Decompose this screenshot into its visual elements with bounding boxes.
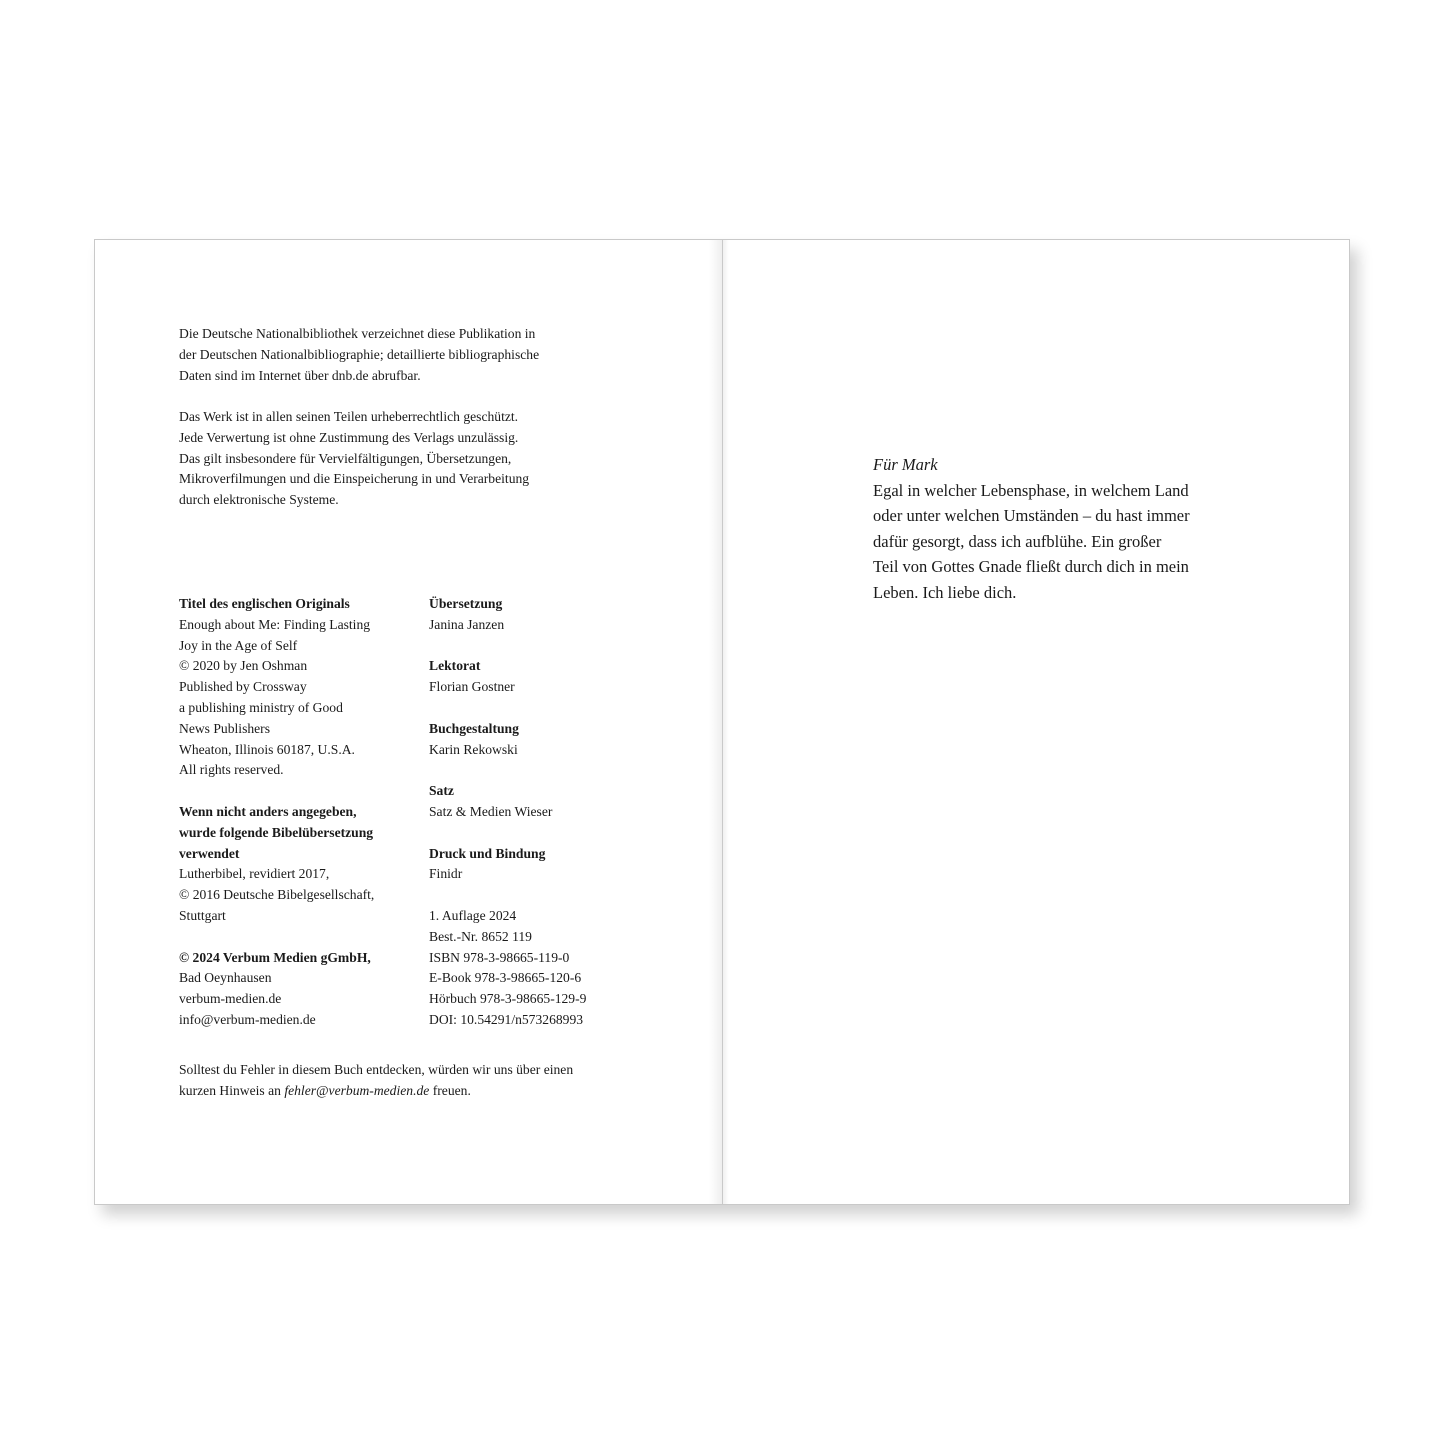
bible-line: Stuttgart bbox=[179, 907, 226, 923]
dnb-notice-line: Die Deutsche Nationalbibliothek verzeichnet diese Publikation in bbox=[179, 326, 536, 341]
publisher-line: Bad Oeynhausen bbox=[179, 970, 272, 986]
errata-prefix: kurzen Hinweis an bbox=[179, 1082, 285, 1098]
original-line: All rights reserved. bbox=[179, 762, 284, 778]
publisher-website: verbum-medien.de bbox=[179, 991, 282, 1007]
dedication bbox=[873, 452, 1190, 605]
left-page-imprint bbox=[94, 239, 723, 1205]
original-line: Joy in the Age of Self bbox=[179, 637, 298, 653]
credit-value: Florian Gostner bbox=[429, 679, 515, 695]
bible-line: Lutherbibel, revidiert 2017, bbox=[179, 866, 330, 882]
bible-heading: verwendet bbox=[179, 845, 240, 861]
original-line: Wheaton, Illinois 60187, U.S.A. bbox=[179, 741, 355, 757]
errata-suffix: freuen. bbox=[429, 1082, 471, 1098]
edition-line: Best.-Nr. 8652 119 bbox=[429, 928, 532, 944]
credit-value: Finidr bbox=[429, 866, 463, 882]
bible-heading: Wenn nicht anders angegeben, bbox=[179, 803, 357, 819]
original-line: Published by Crossway bbox=[179, 679, 307, 695]
errata-line: Solltest du Fehler in diesem Buch entdecken, würden wir uns über einen bbox=[179, 1062, 574, 1077]
edition-line: 1. Auflage 2024 bbox=[429, 907, 517, 923]
original-line: News Publishers bbox=[179, 720, 271, 736]
original-title-heading: Titel des englischen Originals bbox=[179, 596, 350, 611]
errata-notice bbox=[179, 1060, 573, 1102]
copyright-notice-line: durch elektronische Systeme. bbox=[179, 492, 339, 508]
publisher-email: info@verbum-medien.de bbox=[179, 1011, 316, 1027]
copyright-notice-line: Mikroverfilmungen und die Einspeicherung in und Verarbeitung bbox=[179, 471, 530, 487]
credit-value: Janina Janzen bbox=[429, 616, 505, 632]
doi-line: DOI: 10.54291/n573268993 bbox=[429, 1011, 584, 1027]
ebook-isbn-line: E-Book 978-3-98665-120-6 bbox=[429, 970, 582, 986]
book-spread bbox=[94, 239, 1350, 1205]
credit-value: Satz & Medien Wieser bbox=[429, 803, 553, 819]
credit-label: Übersetzung bbox=[429, 596, 503, 611]
errata-email: fehler@verbum-medien.de bbox=[284, 1082, 430, 1098]
copyright-notice bbox=[179, 407, 529, 511]
copyright-notice-line: Das gilt insbesondere für Vervielfältigungen, Übersetzungen, bbox=[179, 450, 512, 466]
copyright-notice-line: Jede Verwertung ist ohne Zustimmung des Verlags unzulässig. bbox=[179, 429, 519, 445]
errata-line bbox=[179, 1081, 573, 1102]
bible-line: © 2016 Deutsche Bibelgesellschaft, bbox=[179, 887, 375, 903]
imprint-left-column bbox=[179, 594, 409, 1031]
dnb-notice-line: der Deutschen Nationalbibliographie; detaillierte bibliographische bbox=[179, 346, 540, 362]
credit-value: Karin Rekowski bbox=[429, 741, 518, 757]
dnb-notice bbox=[179, 324, 539, 386]
isbn-line: ISBN 978-3-98665-119-0 bbox=[429, 949, 570, 965]
imprint-right-column bbox=[429, 594, 669, 1031]
dedication-line: Egal in welcher Lebensphase, in welchem Land bbox=[873, 480, 1189, 500]
copyright-notice-line: Das Werk ist in allen seinen Teilen urheberrechtlich geschützt. bbox=[179, 409, 519, 424]
dnb-notice-line: Daten sind im Internet über dnb.de abrufbar. bbox=[179, 367, 421, 383]
dedication-line: Teil von Gottes Gnade fließt durch dich in mein bbox=[873, 557, 1189, 576]
credit-label: Druck und Bindung bbox=[429, 845, 546, 861]
dedication-title: Für Mark bbox=[873, 455, 938, 474]
credit-label: Buchgestaltung bbox=[429, 720, 519, 736]
original-line: Enough about Me: Finding Lasting bbox=[179, 616, 371, 632]
bible-heading: wurde folgende Bibelübersetzung bbox=[179, 824, 374, 840]
dedication-line: Leben. Ich liebe dich. bbox=[873, 582, 1017, 602]
credit-label: Lektorat bbox=[429, 658, 481, 674]
publisher-heading: © 2024 Verbum Medien gGmbH, bbox=[179, 949, 371, 965]
dedication-line: oder unter welchen Umständen – du hast immer bbox=[873, 506, 1190, 525]
dedication-line: dafür gesorgt, dass ich aufblühe. Ein großer bbox=[873, 531, 1162, 551]
credit-label: Satz bbox=[429, 783, 454, 799]
audiobook-isbn-line: Hörbuch 978-3-98665-129-9 bbox=[429, 991, 587, 1007]
original-line: a publishing ministry of Good bbox=[179, 699, 343, 715]
right-page-dedication bbox=[722, 239, 1350, 1205]
original-line: © 2020 by Jen Oshman bbox=[179, 658, 308, 674]
